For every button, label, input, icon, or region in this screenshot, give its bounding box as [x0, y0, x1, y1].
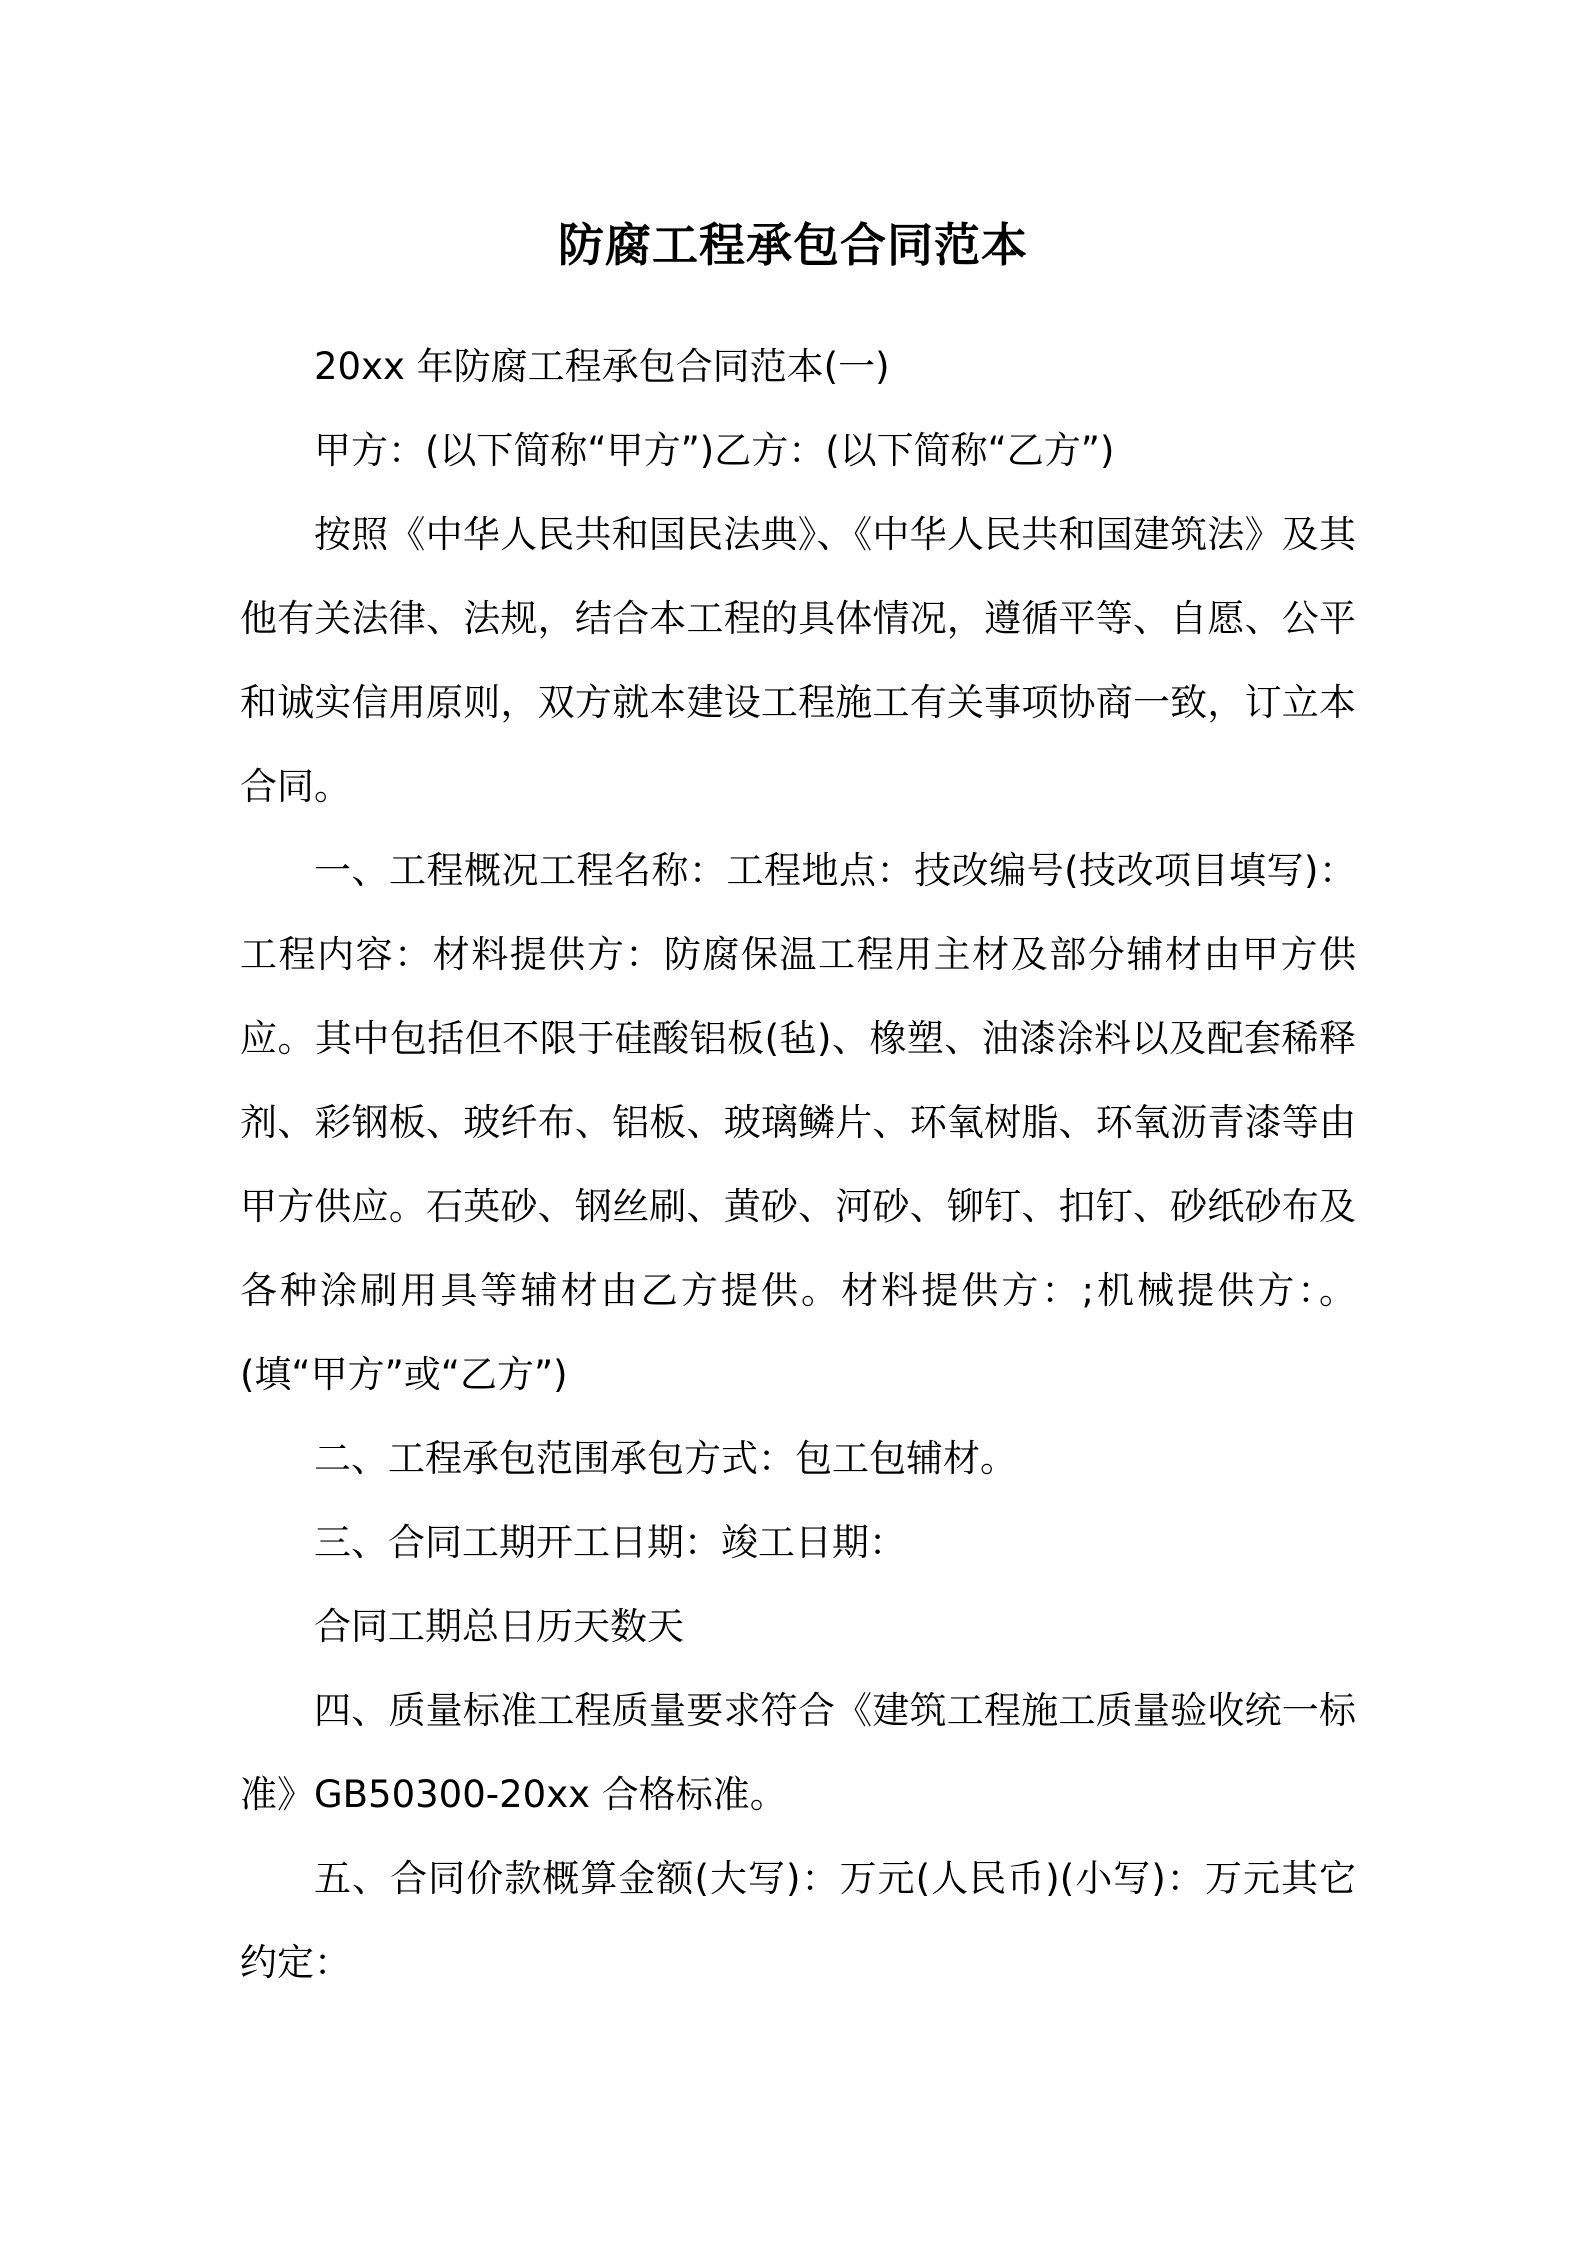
paragraph-section-1: 一、工程概况工程名称：工程地点：技改编号(技改项目填写)：工程内容：材料提供方：防腐保温工程用主材及部分辅材由甲方供应。其中包括但不限于硅酸铝板(毡)、橡塑、油漆涂料以及配套稀释剂、彩钢板、玻纤布、铝板、玻璃鳞片、环氧树脂、环氧沥青漆等由甲方供应。石英砂、钢丝刷、黄砂、河砂、铆钉、扣钉、砂纸砂布及各种涂刷用具等辅材由乙方提供。材料提供方：;机械提供方：。(填“甲方”或“乙方”) [240, 849, 1356, 1396]
paragraph-subtitle: 20xx 年防腐工程承包合同范本(一) [314, 345, 890, 388]
document-body [240, 325, 1356, 2005]
document-title: 防腐工程承包合同范本 [558, 218, 1028, 272]
paragraph-section-2: 二、工程承包范围承包方式：包工包辅材。 [314, 1437, 1017, 1480]
paragraph-section-3: 三、合同工期开工日期：竣工日期： [314, 1521, 906, 1564]
paragraph-parties: 甲方：(以下简称“甲方”)乙方：(以下简称“乙方”) [314, 429, 1115, 472]
paragraph-section-3-duration: 合同工期总日历天数天 [314, 1605, 684, 1648]
paragraph-section-4: 四、质量标准工程质量要求符合《建筑工程施工质量验收统一标准》GB50300-20xx 合格标准。 [240, 1689, 1356, 1816]
paragraph-preamble: 按照《中华人民共和国民法典》、《中华人民共和国建筑法》及其他有关法律、法规，结合本工程的具体情况，遵循平等、自愿、公平和诚实信用原则，双方就本建设工程施工有关事项协商一致，订立本合同。 [240, 513, 1356, 808]
paragraph-section-5: 五、合同价款概算金额(大写)：万元(人民币)(小写)：万元其它约定： [240, 1857, 1356, 1984]
